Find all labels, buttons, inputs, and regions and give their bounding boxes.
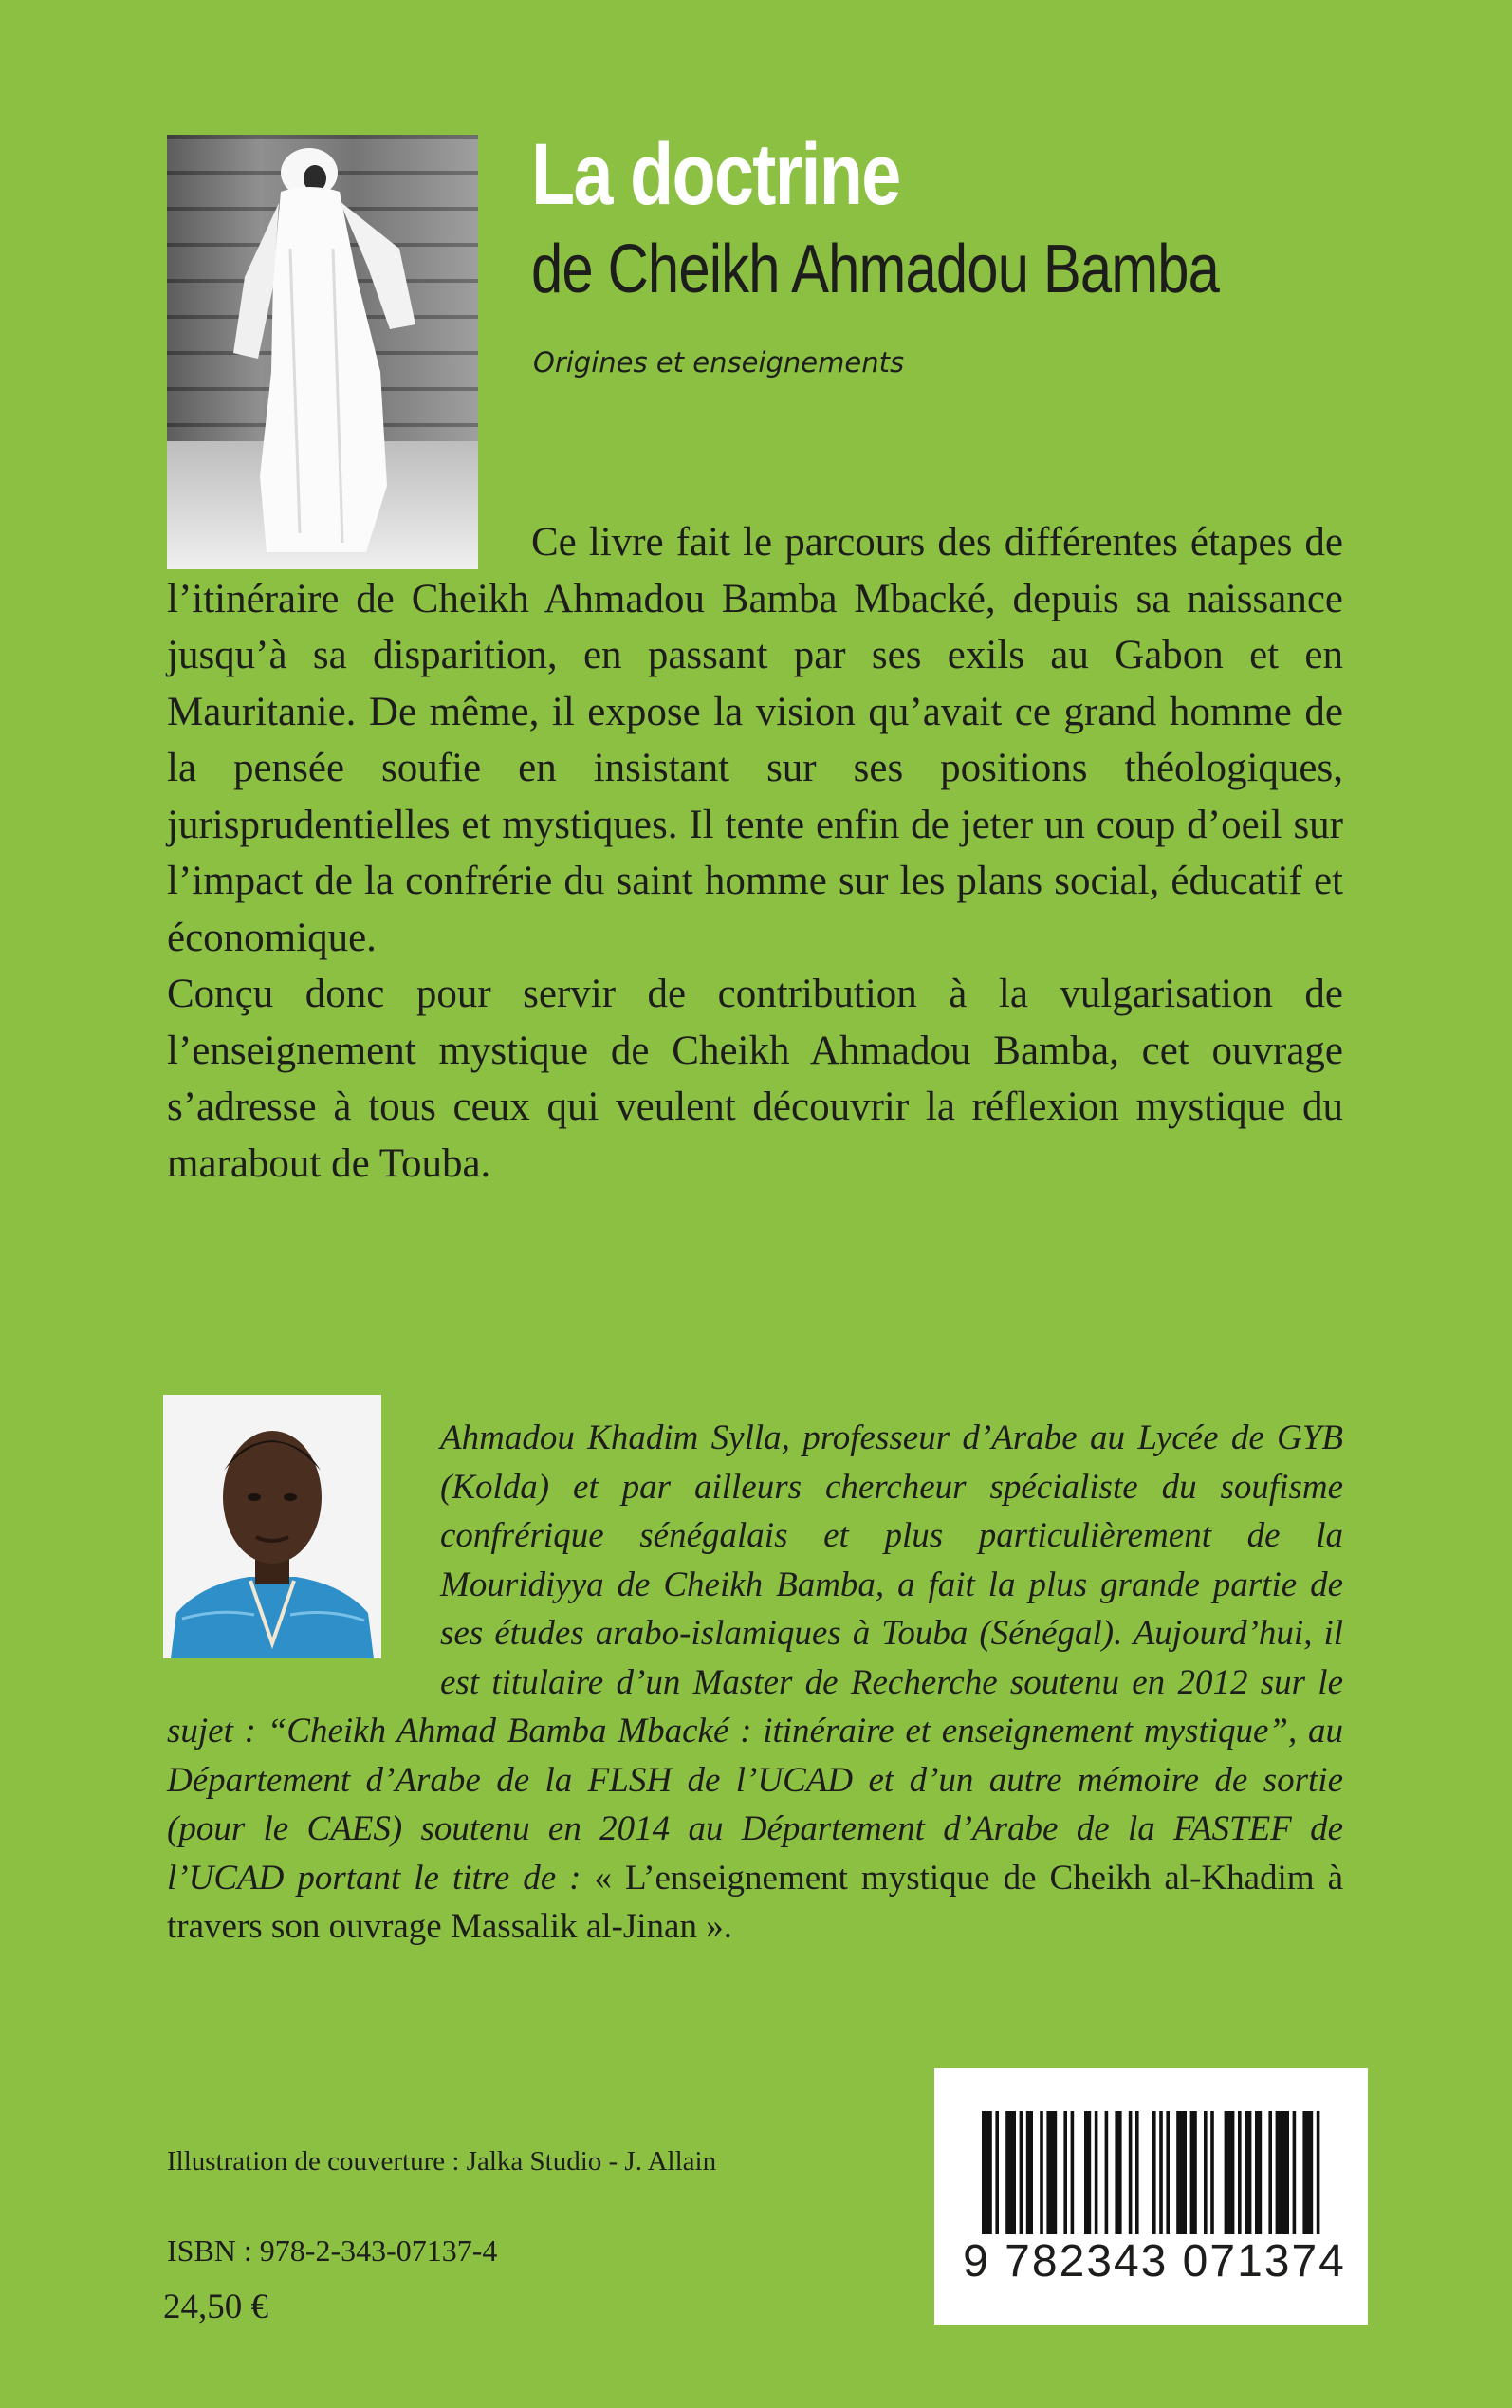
barcode-bar — [1046, 2111, 1057, 2234]
description-paragraph-1: Ce livre fait le parcours des différentes étapes de l’itinéraire de Cheikh Ahmadou Bamba Mbacké, depuis sa naissance jusqu’à sa disparition, en passant par ses exils au Gabon et en Mauritanie. De même, il expose la vision qu’avait ce grand homme de la pensée soufie en insistant sur ses positions théologiques, jurisprudentielles et mystiques. Il tente enfin de jeter un coup d’oeil sur l’impact de la confrérie du saint homme sur les plans social, éducatif et économique. — [167, 520, 1343, 960]
barcode-bar — [1115, 2111, 1121, 2234]
barcode-bar — [1135, 2111, 1139, 2234]
price: 24,50 € — [163, 2288, 268, 2326]
description-paragraph-2: Conçu donc pour servir de contribution à la vulgarisation de l’enseignement mystique de Cheikh Ahmadou Bamba, cet ouvrage s’adresse à tous ceux qui veulent découvrir la réflexion mystique du marabout de Touba. — [167, 972, 1343, 1186]
barcode-bar — [1176, 2111, 1187, 2234]
barcode-bar — [1268, 2111, 1272, 2234]
barcode-bar — [1210, 2111, 1214, 2234]
isbn: ISBN : 978-2-343-07137-4 — [167, 2233, 498, 2268]
barcode — [934, 2068, 1368, 2325]
author-thesis-title: « L’enseignement mystique de Cheikh al-Khadim à travers son ouvrage Massalik al-Jinan ». — [167, 1858, 1344, 1946]
barcode-bar — [1095, 2111, 1098, 2234]
barcode-bar — [1084, 2111, 1091, 2234]
barcode-bar — [1293, 2111, 1297, 2234]
barcode-bar — [1255, 2111, 1262, 2234]
barcode-bar — [1166, 2111, 1170, 2234]
barcode-bar — [1190, 2111, 1197, 2234]
robed-figure-illustration — [167, 135, 478, 569]
barcode-bar — [1129, 2111, 1133, 2234]
barcode-bar — [1105, 2111, 1109, 2234]
barcode-bar — [1020, 2111, 1023, 2234]
illustration-credit: Illustration de couverture : Jalka Studio - J. Allain — [167, 2146, 717, 2176]
book-title: La doctrine — [531, 126, 900, 223]
barcode-number: 9 782343 071374 — [963, 2236, 1346, 2287]
barcode-bar — [1152, 2111, 1156, 2234]
barcode-bar — [1276, 2111, 1289, 2234]
book-tagline: Origines et enseignements — [533, 346, 905, 379]
barcode-bar — [1204, 2111, 1208, 2234]
barcode-bar — [1026, 2111, 1033, 2234]
barcode-bar — [1302, 2111, 1313, 2234]
book-subtitle: de Cheikh Ahmadou Bamba — [531, 232, 1220, 307]
barcode-bar — [1159, 2111, 1163, 2234]
barcode-bar — [1245, 2111, 1251, 2234]
barcode-bar — [982, 2111, 992, 2234]
author-bio — [167, 1414, 1343, 1952]
cover-photo — [167, 135, 478, 569]
barcode-bar — [1225, 2111, 1235, 2234]
barcode-bar — [1063, 2111, 1067, 2234]
photo-spacer — [167, 1414, 440, 1704]
barcode-bar — [1040, 2111, 1043, 2234]
barcode-bar — [995, 2111, 999, 2234]
barcode-bar — [1238, 2111, 1242, 2234]
barcode-bar — [1317, 2111, 1320, 2234]
barcode-bar — [1005, 2111, 1016, 2234]
barcode-bar — [1071, 2111, 1075, 2234]
author-bio-main: Ahmadou Khadim Sylla, professeur d’Arabe au Lycée de GYB (Kolda) et par ailleurs chercheur spécialiste du soufisme confrérique sénégalais et plus particulièrement de la Mouridiyya de Cheikh Bamba, a fait la plus grande partie de ses études arabo-islamiques à Touba (Sénégal). Aujourd’hui, il est titulaire d’un Master de Recherche soutenu en 2012 sur le sujet : “Cheikh Ahmad Bamba Mbacké : itinéraire et enseignement mystique”, au Département d’Arabe de la FLSH de l’UCAD et d’un autre mémoire de sortie (pour le CAES) soutenu en 2014 au Département d’Arabe de la FASTEF de l’UCAD portant le titre de : — [167, 1418, 1343, 1898]
book-description — [167, 514, 1343, 1192]
